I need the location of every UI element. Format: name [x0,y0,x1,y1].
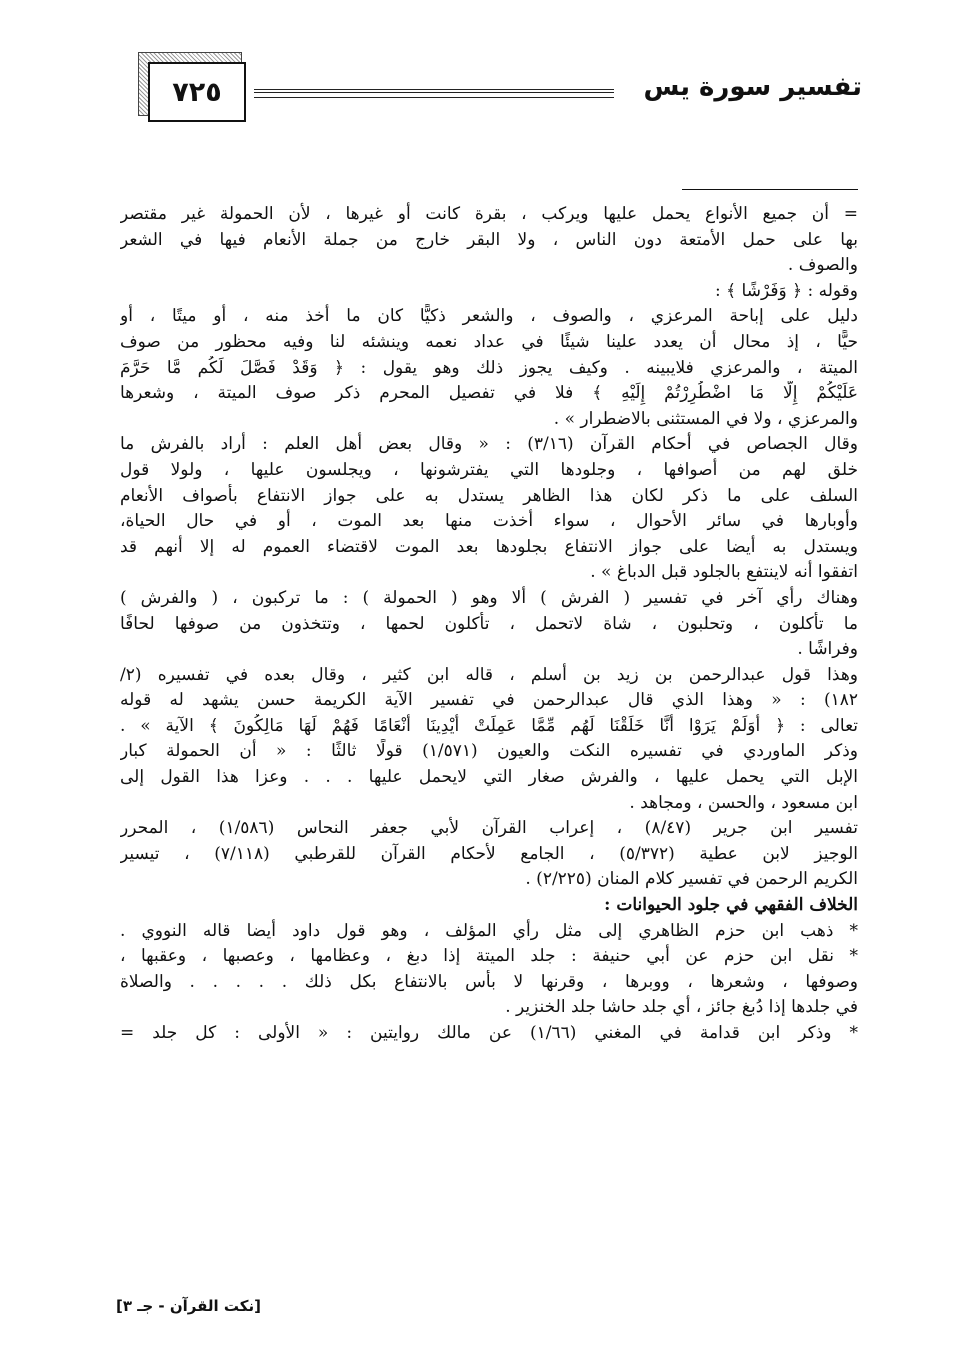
text-line: وصوفها ، وشعرها ، ووبرها ، وقرنها لا بأس بالانتفاع بكل ذلك . . . . . والصلاة [120,971,858,992]
text-line: خلق لهم من أصوافها ، وجلودها التي يفترشونها ، ويجلسون عليها ، ولولا قول [120,459,858,480]
text-line: بها على حمل الأمتعة دون الناس ، ولا البقر خارج من جملة الأنعام فيها في الشعر [120,229,858,250]
text-line: = أن جميع الأنواع يحمل عليها ويركب ، بقرة كانت أو غيرها ، لأن الحمولة غير مقتصر [120,204,858,224]
text-line: تفسير ابن جرير (٨/٤٧) ، إعراب القرآن لأبي جعفر النحاس (١/٥٨٦) ، المحرر [120,818,858,839]
text-line: الإبل التي يحمل عليها ، والفرش صغار التي لايحمل عليها . . . وعزا هذا القول إلى [120,767,858,788]
text-line: وقال الجصاص في أحكام القرآن (٣/١٦) : « وقال بعض أهل العلم : أراد بالفرش ما [120,434,858,455]
text-line: * نقل ابن حزم عن أبي حنيفة : جلد الميتة إذا دبغ ، وعظامها ، وعصبها ، وعقبها ، [120,946,858,967]
text-line: ويستدل به أيضا على جواز الانتفاع بجلودها بعد الموت لاقتضاء العموم له إلا أنهم قد [120,536,858,557]
footnote-separator [682,189,858,190]
text-line: والمرعزي ، ولا في المستثنى بالاضطرار » . [553,408,858,429]
text-line: الكريم الرحمن في تفسير كلام المنان (٢/٢٢٥) . [525,869,858,890]
section-heading: الخلاف الفقهي في جلود الحيوانات : [604,895,858,916]
running-title: تفسير سورة يس [643,72,862,102]
text-line: وأوبارها في سائر الأحوال ، سواء أخذت منها بعد الموت ، أو في حال الحياة، [120,511,858,532]
footnote-body [120,202,858,1047]
header-rule [254,89,614,98]
text-line: وهذا قول عبدالرحمن بن زيد بن أسلم ، قاله ابن كثير ، وقال بعده في تفسيره (٢/ [120,664,858,685]
text-line: وذكر الماوردي في تفسيره النكت والعيون (١/٥٧١) قولًا ثالثًا : « أن الحمولة كبار [120,741,858,762]
text-line: اتفقوا أنه لاينتفع بالجلود قبل الدباغ » . [590,562,858,583]
text-line: ابن مسعود ، والحسن ، ومجاهد . [629,792,858,813]
text-line: ١٨٢) : « وهذا الذي قال عبدالرحمن في تفسير الآية الكريمة حسن يشهد له قوله [120,690,858,711]
text-line: عَلَيْكُمْ إِلَّا مَا اضْطُرِرْتُمْ إِلَيْهِ ﴾ فلا في تفصيل المحرم ذكر صوف الميتة ، وشعرها [120,383,858,404]
page-number-box [138,52,246,122]
text-line: وقوله : ﴿ وَفَرْشًا ﴾ : [715,280,858,301]
text-line: دليل على إباحة المرعزي ، والصوف ، والشعر ذكيًّا كان ما أخذ منه ، أو ميتًا ، أو [120,306,858,327]
page-number: ٧٢٥ [148,62,246,122]
signature-mark: [نكت القرآن - جـ ٣] [116,1297,262,1315]
text-line: * وذكر ابن قدامة في المغني (١/٦٦) عن مالك روايتين : « الأولى : كل جلد = [120,1023,858,1043]
text-line: السلف على ما ذكر لكان هذا الظاهر يستدل به على جواز الانتفاع بأصواف الأنعام [120,485,858,506]
text-line: الميتة ، والمرعزي فلايبينه . وكيف يجوز ذلك وهو يقول : ﴿ وَقَدْ فَصَّلَ لَكُم مَّا حَرَّمَ [120,357,858,378]
text-line: والصوف . [787,255,858,276]
text-line: في جلدها إذا دُبغ جائز ، أي جلد حاشا جلد الخنزير . [505,997,858,1018]
text-line: الوجيز لابن عطية (٥/٣٧٢) ، الجامع لأحكام القرآن للقرطبي (٧/١١٨) ، تيسير [120,843,858,864]
text-line: تعالى : ﴿ أَوَلَمْ يَرَوْا أَنَّا خَلَقْنَا لَهُم مِّمَّا عَمِلَتْ أَيْدِينَا أَنْعَامًا فَهُمْ لَهَا مَالِكُونَ ﴾ الآية » . [120,715,858,736]
text-line: وهناك رأي آخر في تفسير ( الفرش ) ألا وهو ( الحمولة ) : ما تركبون ، ( والفرش ) [120,587,858,608]
text-line: ما تأكلون ، وتحلبون ، شاة لاتحمل ، تأكلون لحمها ، وتتخذون من صوفها لحافًا [120,613,858,634]
text-line: حيًّا ، إذ محال أن يعدد علينا شيئًا في عداد نعمه وينشئه لنا وفيه محظور من صوف [120,331,858,352]
text-line: وفراشًا . [797,639,858,660]
text-line: * ذهب ابن حزم الظاهري إلى مثل رأي المؤلف ، وهو قول داود أيضا قاله النووي . [120,920,858,941]
